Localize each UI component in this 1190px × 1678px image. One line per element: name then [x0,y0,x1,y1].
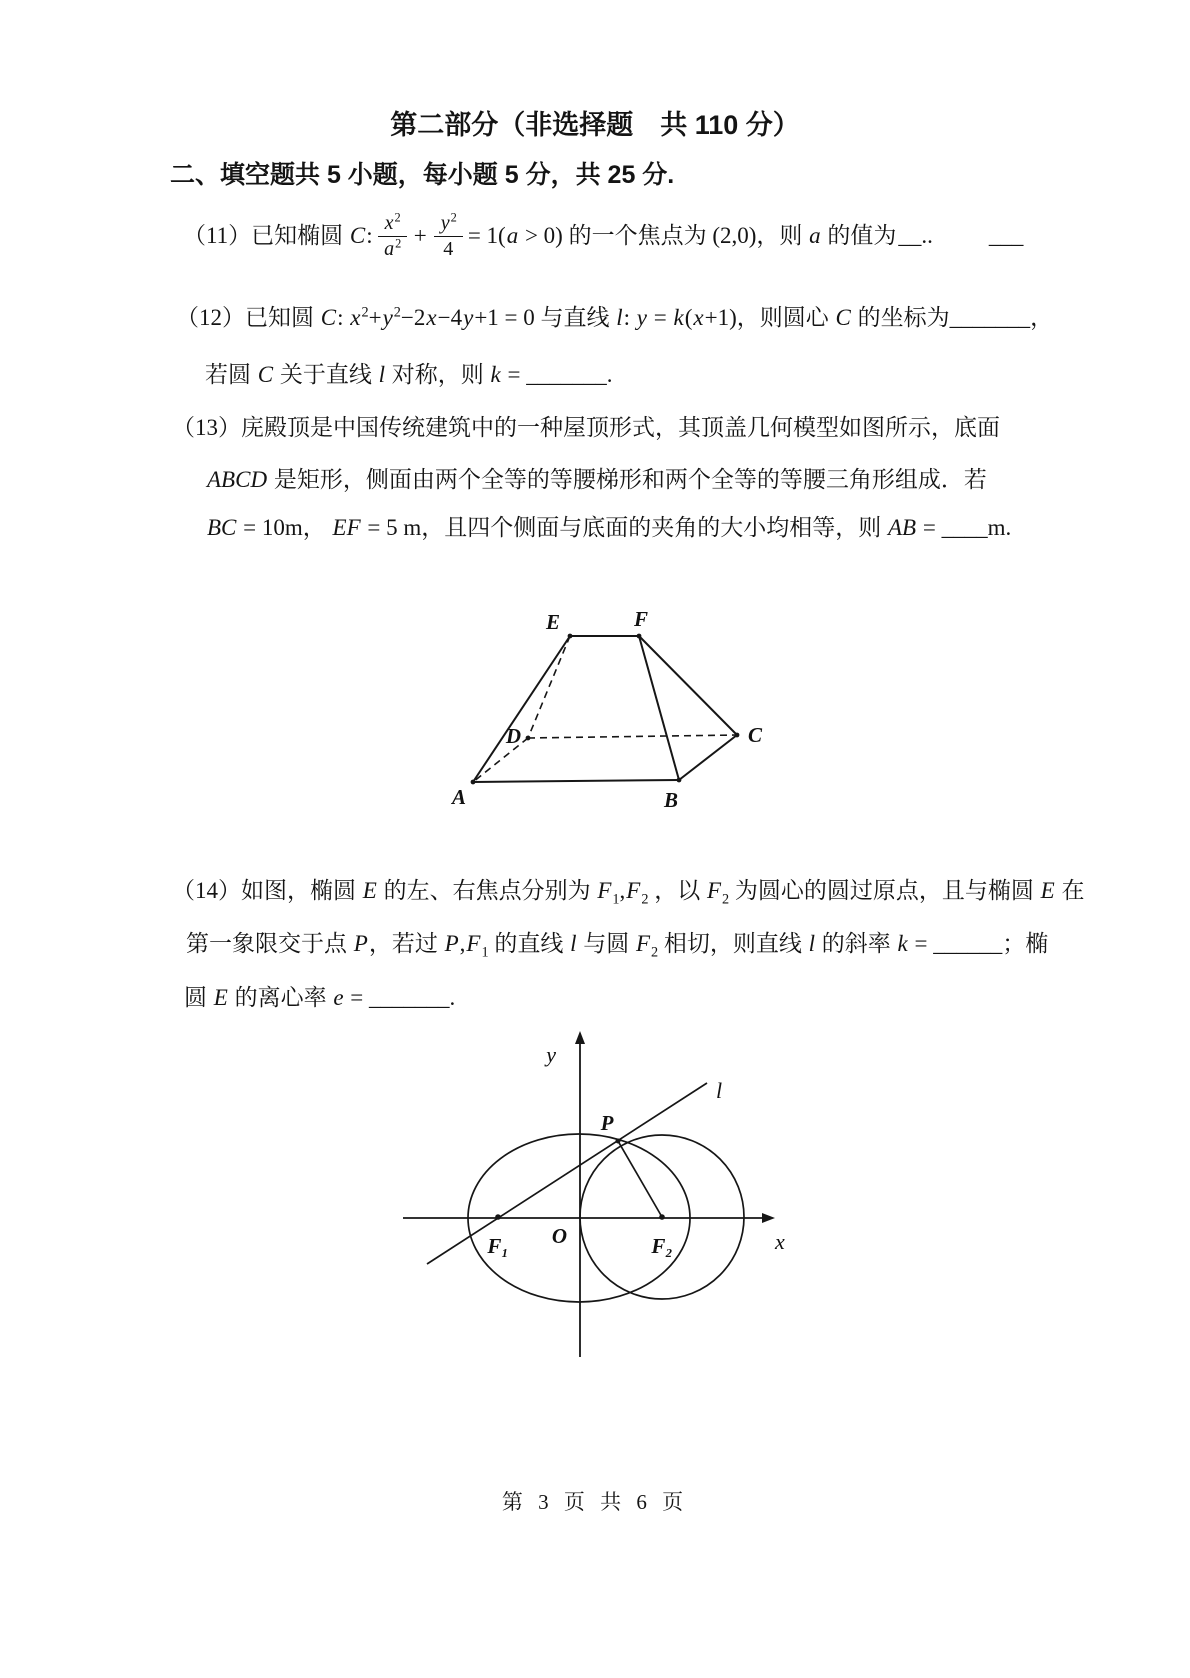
vertex-label-D: D [505,724,521,748]
problem-12-line-1: （12）已知圆 C: $x^2+y^2-2x-4y+1 = 0$ 与直线 l: y = k(x+1)，则圆心 C 的坐标为_______， [176,304,1054,330]
fraction-denominator: 4 [443,237,454,260]
plus-sign: + [413,223,427,248]
problem-14-line-3: 圆 E 的离心率 e = _______. [184,985,456,1010]
vertex-label-C: C [748,723,763,747]
problem-14-line-2: 第一象限交于点 P，若过 $P,F_1$ 的直线 l 与圆 $F_2$ 相切，则直线 l 的斜率 k = ______；椭 [186,931,1049,961]
x-axis-arrowhead [762,1213,775,1223]
vertex-label-B: B [663,788,679,812]
problem-11 [183,197,1023,275]
answer-blank: ___ [988,223,1024,248]
vertex-label-F: F [633,607,649,631]
problem-12-line-2: 若圆 C 关于直线 l 对称，则 k = _______. [205,362,613,387]
segment-P-F2 [618,1141,662,1217]
fraction-x2-over-a2 [378,209,407,261]
problem-13-line-3: BC = 10m， EF = 5 m，且四个侧面与底面的夹角的大小均相等，则 AB = ____m. [207,515,1012,540]
problem-13-line-2: ABCD 是矩形，侧面由两个全等的等腰梯形和两个全等的等腰三角形组成．若 [207,467,987,492]
fraction-denominator: $a^2$ [384,235,402,260]
ellipse-figure [390,1020,800,1370]
vertex-label-A: A [451,785,467,809]
fill-in-blanks-heading: 二、填空题共 5 小题，每小题 5 分，共 25 分. [170,161,675,189]
line-l-label: l [716,1078,723,1103]
fraction-numerator: $y^2$ [434,212,463,237]
part-two-title: 第二部分（非选择题 共 110 分） [390,110,800,140]
point-P-label: P [600,1111,614,1135]
y-axis-arrowhead [575,1031,585,1044]
vertex-label-E: E [545,610,560,634]
y-axis-label: y [546,1042,556,1067]
origin-label: O [551,1224,567,1248]
focus-2-label: F₂ [651,1234,673,1258]
visible-solid-edges [473,636,737,782]
vertex-dots [471,634,740,785]
hidden-dashed-edges [473,636,737,782]
focus-1-label: F₁ [487,1234,509,1258]
page-footer: 第 3 页 共 6 页 [501,1490,689,1514]
x-axis [403,1213,775,1223]
fraction-y2-over-4 [434,209,463,261]
problem-14-line-1: （14）如图，椭圆 E 的左、右焦点分别为 $F_1,F_2$ ，以 $F_2$ 为圆心的圆过原点，且与椭圆 E 在 [172,878,1085,908]
x-axis-label: x [775,1229,785,1254]
problem-13-line-1: （13）庑殿顶是中国传统建筑中的一种屋顶形式，其顶盖几何模型如图所示，底面 [172,415,1000,440]
problem-11-post: = 1(a > 0) 的一个焦点为 (2,0)，则 a 的值为 [467,223,897,248]
problem-11-pre: （11）已知椭圆 C: [183,223,373,248]
roof-figure [415,560,785,815]
fraction-numerator: $x^2$ [378,212,407,237]
answer-blank: __.. [898,223,933,248]
